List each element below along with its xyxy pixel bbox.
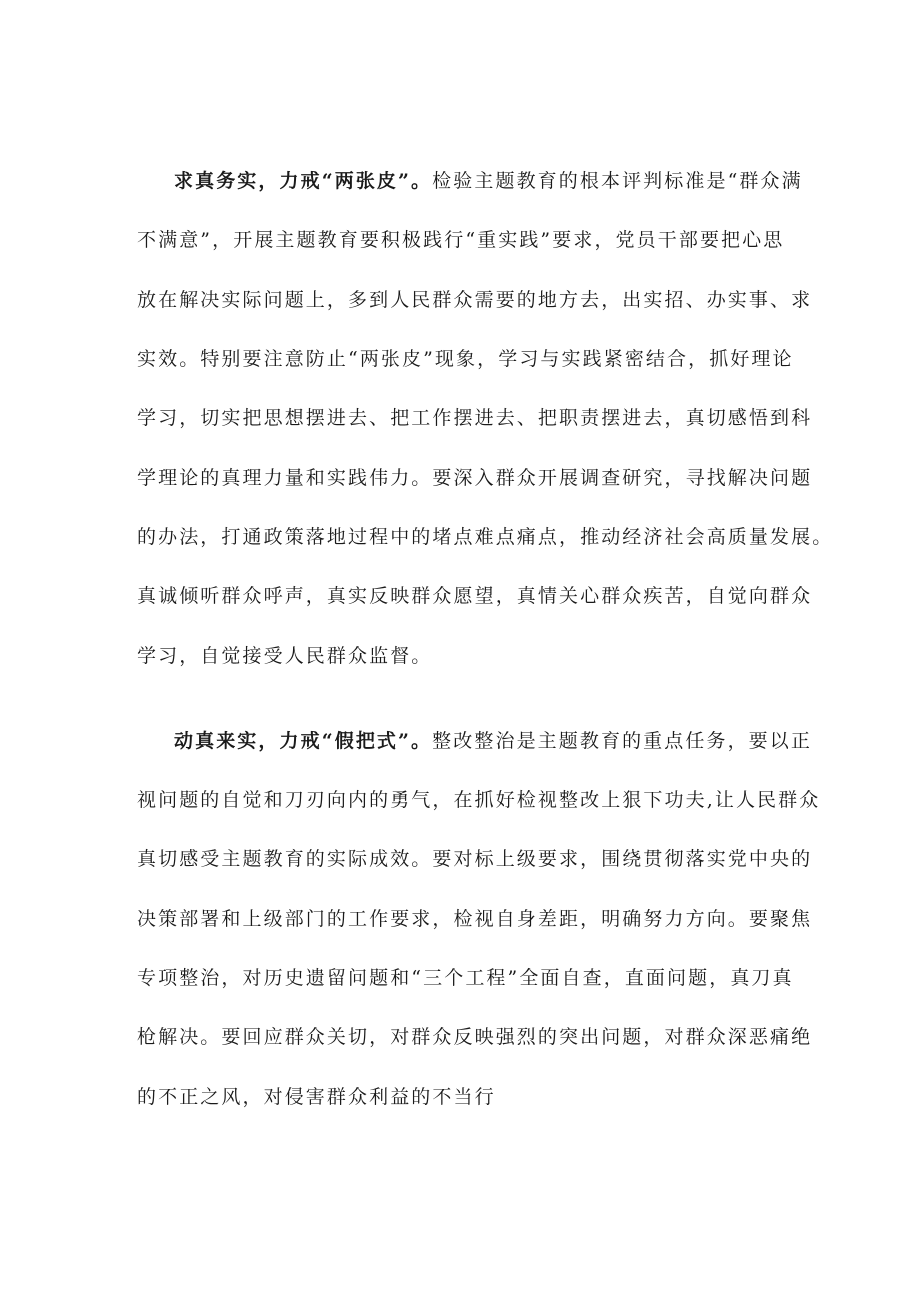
- paragraph-2-line-1: [174, 729, 812, 753]
- paragraph-2-line-5: 专项整治，对历史遗留问题和“三个工程”全面自查，直面问题，真刀真: [137, 967, 794, 989]
- paragraph-2-heading: 动真来实，力戒“假把式”。: [174, 730, 433, 752]
- paragraph-1-line-3: 放在解决实际问题上，多到人民群众需要的地方去，出实招、办实事、求: [137, 289, 813, 311]
- paragraph-2-text: 整改整治是主题教育的重点任务，要以正: [432, 730, 812, 752]
- paragraph-1-line-5: 学习，切实把思想摆进去、把工作摆进去、把职责摆进去，真切感悟到科: [137, 407, 813, 429]
- paragraph-2-line-7: 的不正之风，对侵害群众利益的不当行: [137, 1086, 496, 1108]
- paragraph-1-line-2: 不满意”，开展主题教育要积极践行“重实践”要求，党员干部要把心思: [137, 229, 785, 251]
- paragraph-1-heading: 求真务实，力戒“两张皮”。: [174, 170, 433, 192]
- paragraph-2-line-3: 真切感受主题教育的实际成效。要对标上级要求，围绕贯彻落实党中央的: [137, 848, 813, 870]
- paragraph-2-line-4: 决策部署和上级部门的工作要求，检视自身差距，明确努力方向。要聚焦: [137, 908, 813, 930]
- paragraph-1-line-4: 实效。特别要注意防止“两张皮”现象，学习与实践紧密结合，抓好理论: [137, 348, 794, 370]
- paragraph-1-line-7: 的办法，打通政策落地过程中的堵点难点痛点，推动经济社会高质量发展。: [137, 526, 834, 548]
- paragraph-1-line-6: 学理论的真理力量和实践伟力。要深入群众开展调查研究，寻找解决问题: [137, 467, 813, 489]
- paragraph-1-line-8: 真诚倾听群众呼声，真实反映群众愿望，真情关心群众疾苦，自觉向群众: [137, 585, 813, 607]
- paragraph-2-line-6: 枪解决。要回应群众关切，对群众反映强烈的突出问题，对群众深恶痛绝: [137, 1026, 813, 1048]
- paragraph-1-line-1: [174, 169, 803, 193]
- paragraph-2-line-2: 视问题的自觉和刀刃向内的勇气，在抓好检视整改上狠下功夫,让人民群众: [137, 789, 821, 811]
- paragraph-1-line-9: 学习，自觉接受人民群众监督。: [137, 645, 433, 667]
- paragraph-1-text: 检验主题教育的根本评判标准是“群众满: [432, 170, 803, 192]
